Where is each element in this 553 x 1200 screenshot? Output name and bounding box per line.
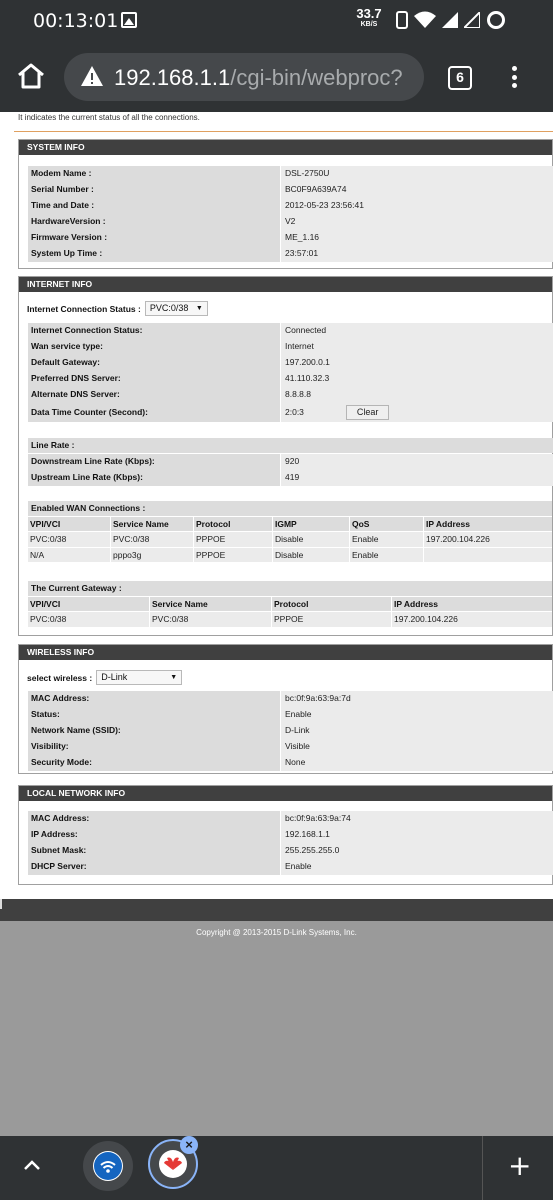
table-header-row <box>28 597 552 611</box>
row-label: Internet Connection Status: <box>28 323 280 339</box>
cell: PPPOE <box>194 532 272 547</box>
tab-thumbnail-wifi[interactable] <box>83 1141 133 1191</box>
internet-info-title: INTERNET INFO <box>19 277 552 292</box>
cell: Enable <box>350 548 423 563</box>
cell: pppo3g <box>111 548 193 563</box>
row-value <box>281 403 553 422</box>
system-info-table <box>28 166 553 263</box>
row-value: Visible <box>281 739 553 755</box>
cell <box>424 548 552 563</box>
cell: Enable <box>350 532 423 547</box>
internet-status-table <box>28 323 553 423</box>
home-icon[interactable] <box>16 62 46 90</box>
url-path: /cgi-bin/webproc? <box>230 65 403 90</box>
table-row <box>28 811 553 827</box>
table-row <box>28 691 553 707</box>
tab-favicon <box>159 1150 187 1178</box>
row-label: System Up Time : <box>28 246 280 262</box>
connection-status-selector <box>27 301 208 316</box>
table-row <box>28 230 553 246</box>
huawei-logo-icon <box>159 1150 187 1178</box>
column-header: Protocol <box>272 597 391 611</box>
column-header: VPI/VCI <box>28 597 149 611</box>
row-label: Alternate DNS Server: <box>28 387 280 403</box>
row-label: Status: <box>28 707 280 723</box>
table-row <box>28 387 553 403</box>
local-network-info-section <box>18 785 553 885</box>
row-value: None <box>281 755 553 771</box>
copyright-text: Copyright @ 2013-2015 D-Link Systems, Inc. <box>196 928 357 937</box>
column-header: IP Address <box>392 597 552 611</box>
line-rate-title: Line Rate : <box>28 438 553 453</box>
data-time-counter-row <box>28 403 553 422</box>
row-value: ME_1.16 <box>281 230 553 246</box>
network-speed-value: 33.7 <box>356 6 382 21</box>
row-label: Upstream Line Rate (Kbps): <box>28 470 280 486</box>
signal-secondary-icon <box>464 12 480 28</box>
cell: PPPOE <box>194 548 272 563</box>
browser-toolbar <box>0 42 553 112</box>
table-row <box>28 470 553 486</box>
tab-strip <box>0 1136 553 1200</box>
row-label: Serial Number : <box>28 182 280 198</box>
cell: PVC:0/38 <box>111 532 193 547</box>
row-value: 23:57:01 <box>281 246 553 262</box>
cell: Disable <box>273 548 349 563</box>
table-row <box>28 323 553 339</box>
row-label: Time and Date : <box>28 198 280 214</box>
clear-button[interactable]: Clear <box>346 405 390 420</box>
status-time: 00:13:01 <box>33 10 119 32</box>
row-label: DHCP Server: <box>28 859 280 875</box>
row-label: Wan service type: <box>28 339 280 355</box>
row-value: 2012-05-23 23:56:41 <box>281 198 553 214</box>
row-value: bc:0f:9a:63:9a:7d <box>281 691 553 707</box>
wan-connections-table <box>27 501 553 563</box>
phone-icon <box>396 11 408 29</box>
table-header-row <box>28 517 552 531</box>
close-tab-icon[interactable]: × <box>180 1136 198 1154</box>
table-row <box>28 827 553 843</box>
table-row <box>28 548 552 563</box>
line-rate-table <box>28 438 553 486</box>
row-label: Preferred DNS Server: <box>28 371 280 387</box>
cell: Disable <box>273 532 349 547</box>
divider <box>14 131 553 132</box>
wireless-select[interactable] <box>96 670 182 685</box>
counter-value: 2:0:3 <box>285 407 304 418</box>
table-row <box>28 612 552 627</box>
wireless-selector <box>27 670 182 685</box>
row-label: Data Time Counter (Second): <box>28 403 280 422</box>
column-header: IP Address <box>424 517 552 531</box>
pvc-select[interactable] <box>145 301 208 316</box>
chevron-up-icon[interactable] <box>22 1158 42 1172</box>
row-value: Enable <box>281 707 553 723</box>
signal-icon <box>442 12 458 28</box>
row-label: Firmware Version : <box>28 230 280 246</box>
table-row <box>28 214 553 230</box>
row-value: 192.168.1.1 <box>281 827 553 843</box>
status-bar <box>0 0 553 42</box>
table-row <box>28 843 553 859</box>
dropdown-arrow-icon: ▼ <box>195 305 203 312</box>
gateway-grid <box>27 596 553 628</box>
table-row <box>28 755 553 771</box>
row-label: MAC Address: <box>28 691 280 707</box>
cell: PVC:0/38 <box>150 612 271 627</box>
row-label: Security Mode: <box>28 755 280 771</box>
wireless-select-value: D-Link <box>101 672 128 682</box>
table-row <box>28 371 553 387</box>
table-row <box>28 859 553 875</box>
cell: PVC:0/38 <box>28 612 149 627</box>
status-icons <box>396 10 506 30</box>
system-info-section <box>18 139 553 269</box>
image-notification-icon <box>121 12 137 28</box>
pvc-select-value: PVC:0/38 <box>149 303 189 313</box>
wireless-table <box>28 691 553 771</box>
table-row <box>28 707 553 723</box>
tab-switcher-button[interactable]: 6 <box>448 66 472 90</box>
column-header: Service Name <box>111 517 193 531</box>
cell: PPPOE <box>272 612 391 627</box>
row-value: bc:0f:9a:63:9a:74 <box>281 811 553 827</box>
local-network-table <box>28 811 553 875</box>
new-tab-icon[interactable]: + <box>508 1149 532 1182</box>
table-row <box>28 182 553 198</box>
wan-grid <box>27 516 553 563</box>
row-label: Modem Name : <box>28 166 280 182</box>
page-left-margin <box>0 112 14 899</box>
wireless-info-title: WIRELESS INFO <box>19 645 552 660</box>
row-label: Subnet Mask: <box>28 843 280 859</box>
more-options-icon[interactable] <box>512 66 518 90</box>
network-speed <box>354 8 384 29</box>
column-header: IGMP <box>273 517 349 531</box>
cell: 197.200.104.226 <box>392 612 552 627</box>
row-value: Enable <box>281 859 553 875</box>
table-row <box>28 339 553 355</box>
tab-favicon <box>93 1151 123 1181</box>
wan-connections-title: Enabled WAN Connections : <box>28 501 552 516</box>
cell: 197.200.104.226 <box>424 532 552 547</box>
cell: PVC:0/38 <box>28 532 110 547</box>
row-value: Internet <box>281 339 553 355</box>
url-text[interactable] <box>114 65 420 91</box>
row-value: 41.110.32.3 <box>281 371 553 387</box>
table-row <box>28 246 553 262</box>
wireless-info-section <box>18 644 553 774</box>
table-row <box>28 723 553 739</box>
row-value: 920 <box>281 454 553 470</box>
row-value: D-Link <box>281 723 553 739</box>
table-row <box>28 166 553 182</box>
row-value: 8.8.8.8 <box>281 387 553 403</box>
not-secure-warning-icon[interactable] <box>80 65 104 87</box>
url-host: 192.168.1.1 <box>114 65 231 90</box>
table-row <box>28 355 553 371</box>
column-header: VPI/VCI <box>28 517 110 531</box>
column-header: QoS <box>350 517 423 531</box>
table-row <box>28 198 553 214</box>
wireless-select-label: select wireless : <box>27 672 93 683</box>
table-row <box>28 739 553 755</box>
current-gateway-title: The Current Gateway : <box>28 581 552 596</box>
row-value: V2 <box>281 214 553 230</box>
row-value: 197.200.0.1 <box>281 355 553 371</box>
column-header: Protocol <box>194 517 272 531</box>
row-label: Visibility: <box>28 739 280 755</box>
row-value: 255.255.255.0 <box>281 843 553 859</box>
wifi-favicon-icon <box>93 1151 123 1181</box>
local-network-info-title: LOCAL NETWORK INFO <box>19 786 552 801</box>
internet-info-section <box>18 276 553 636</box>
battery-ring-icon <box>486 10 506 30</box>
row-label: Network Name (SSID): <box>28 723 280 739</box>
row-label: Downstream Line Rate (Kbps): <box>28 454 280 470</box>
cell: N/A <box>28 548 110 563</box>
column-header: Service Name <box>150 597 271 611</box>
row-label: HardwareVersion : <box>28 214 280 230</box>
row-value: Connected <box>281 323 553 339</box>
row-value: DSL-2750U <box>281 166 553 182</box>
system-info-title: SYSTEM INFO <box>19 140 552 155</box>
address-bar[interactable] <box>64 53 424 101</box>
footer-marker <box>0 899 2 909</box>
divider <box>482 1136 483 1200</box>
network-speed-unit: KB/S <box>360 21 378 28</box>
row-value: BC0F9A639A74 <box>281 182 553 198</box>
current-gateway-table <box>27 581 553 628</box>
status-description: It indicates the current status of all the connections. <box>18 113 200 122</box>
footer-bar <box>0 899 553 921</box>
row-label: Default Gateway: <box>28 355 280 371</box>
row-label: MAC Address: <box>28 811 280 827</box>
row-label: IP Address: <box>28 827 280 843</box>
table-row <box>28 532 552 547</box>
dropdown-arrow-icon: ▼ <box>170 674 178 681</box>
table-row <box>28 454 553 470</box>
row-value: 419 <box>281 470 553 486</box>
web-page <box>0 112 553 1136</box>
wifi-icon <box>414 11 436 29</box>
connection-select-label: Internet Connection Status : <box>27 303 141 314</box>
